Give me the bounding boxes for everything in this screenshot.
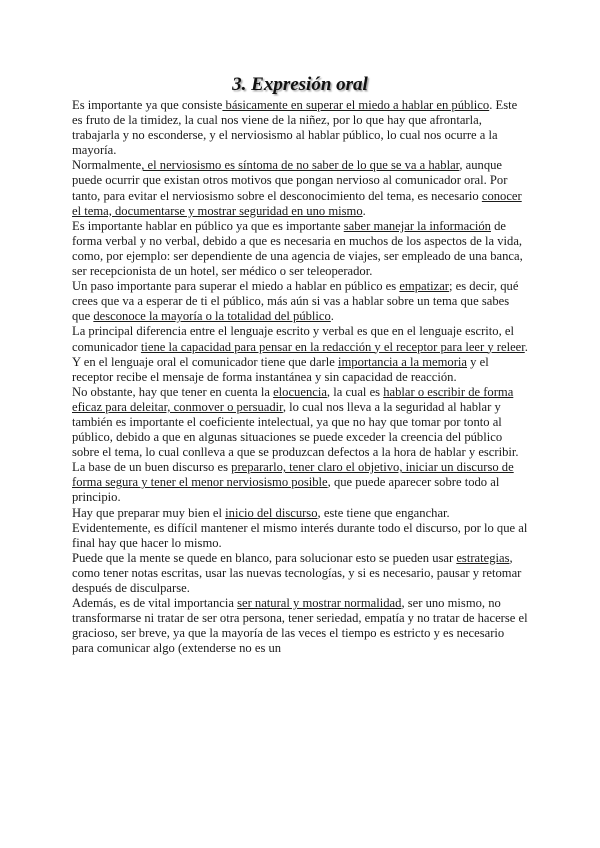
paragraph: [72, 279, 528, 324]
text-run: La principal diferencia entre el lenguaje escrito y verbal es que en el lenguaje escrito, el comunicador: [72, 324, 514, 354]
paragraph: [72, 385, 528, 460]
underlined-phrase: conocer el tema, documentarse y mostrar seguridad en uno mismo: [72, 188, 522, 218]
text-run: La base de un buen discurso es: [72, 460, 232, 475]
underlined-phrase: básicamente en superar el miedo a hablar en público: [222, 98, 490, 112]
paragraph: [72, 324, 528, 384]
text-run: .: [330, 309, 334, 324]
text-run: , lo cual nos lleva a la seguridad al hablar y también es importante el coeficiente intelectual, ya que no hay que tomar por tonto al público, debido a que en algunas situaciones se puede exceder la creencia del público sobre el tema, lo cual conlleva a que se produzcan defectos a la hora de hablar y escribir.: [72, 399, 519, 460]
text-run: Es importante ya que consiste: [72, 98, 223, 112]
text-run: , que puede aparecer sobre todo al principio.: [72, 475, 500, 505]
paragraph: [72, 551, 528, 596]
text-run: y el receptor recibe el mensaje de forma instantánea y sin capacidad de reacción.: [72, 354, 489, 384]
underlined-phrase: prepararlo, tener claro el objetivo, iniciar un discurso de forma segura y tener el menor nerviosismo posible: [72, 460, 514, 490]
text-run: ; es decir, qué crees que va a esperar de ti el público, más aún si vas a hablar sobre un tema que sabes que: [72, 279, 519, 324]
paragraph: [72, 460, 528, 505]
text-run: Es importante hablar en público ya que es importante: [72, 218, 344, 233]
text-run: Puede que la mente se quede en blanco, para solucionar esto se pueden usar: [72, 550, 457, 565]
underlined-phrase: inicio del discurso: [225, 505, 318, 520]
text-run: de forma verbal y no verbal, debido a que es necesaria en muchos de los aspectos de la vida, como, por ejemplo: ser dependiente de una agencia de viajes, ser empleado de una banca, ser recepcionista de un hotel, ser médico o ser teleoperador.: [72, 218, 523, 279]
text-run: Normalmente: [72, 158, 142, 173]
text-run: Además, es de vital importancia: [72, 596, 238, 611]
text-run: , ser uno mismo, no transformarse ni tratar de ser otra persona, tener seriedad, empatía y no tratar de hacerse el gracioso, ser breve, ya que la mayoría de las veces el tiempo es estricto y es necesario para comunicar algo (extenderse no es un: [72, 596, 528, 656]
text-run: , este tiene que enganchar. Evidentemente, es difícil mantener el mismo interés durante todo el discurso, por lo que al final hay que hacer lo mismo.: [72, 505, 528, 550]
text-run: . Este es fruto de la timidez, la cual nos viene de la niñez, por lo que hay que afrontarla, trabajarla y no esconderse, y el nerviosismo al hablar público, lo cual nos ocurre a la mayoría.: [72, 98, 518, 158]
underlined-phrase: elocuencia: [273, 384, 327, 399]
underlined-phrase: tiene la capacidad para pensar en la redacción y el receptor para leer y releer: [140, 339, 525, 354]
section-title: 3. Expresión oral: [232, 74, 368, 95]
text-run: , la cual es: [326, 384, 384, 399]
text-run: . Y en el lenguaje oral el comunicador tiene que darle: [72, 339, 528, 369]
paragraph: [72, 158, 528, 218]
text-run: Un paso importante para superar el miedo a hablar en público es: [72, 279, 400, 294]
underlined-phrase: ser natural y mostrar normalidad: [237, 596, 402, 611]
text-run: Hay que preparar muy bien el: [72, 505, 226, 520]
underlined-phrase: saber manejar la información: [343, 218, 491, 233]
underlined-phrase: , el nerviosismo es síntoma de no saber de lo que se va a hablar: [141, 158, 460, 173]
text-run: , como tener notas escritas, usar las nuevas tecnologías, y si es necesario, pausar y retomar después de disculparse.: [72, 550, 522, 595]
underlined-phrase: estrategias: [456, 550, 510, 565]
text-run: , aunque puede ocurrir que existan otros motivos que pongan nervioso al comunicador oral. Por tanto, para evitar el nerviosismo sobre el desconocimiento del tema, es necesario: [72, 158, 508, 203]
text-run: .: [362, 203, 366, 218]
text-run: No obstante, hay que tener en cuenta la: [72, 384, 274, 399]
document-body: [72, 98, 528, 656]
paragraph: [72, 596, 528, 656]
underlined-phrase: importancia a la memoria: [337, 354, 468, 369]
underlined-phrase: desconoce la mayoría o la totalidad del público: [93, 309, 331, 324]
paragraph: [72, 506, 528, 551]
underlined-phrase: empatizar: [399, 279, 449, 294]
underlined-phrase: hablar o escribir de forma eficaz para deleitar, conmover o persuadir: [72, 384, 514, 414]
paragraph: [72, 98, 528, 158]
paragraph: [72, 219, 528, 279]
